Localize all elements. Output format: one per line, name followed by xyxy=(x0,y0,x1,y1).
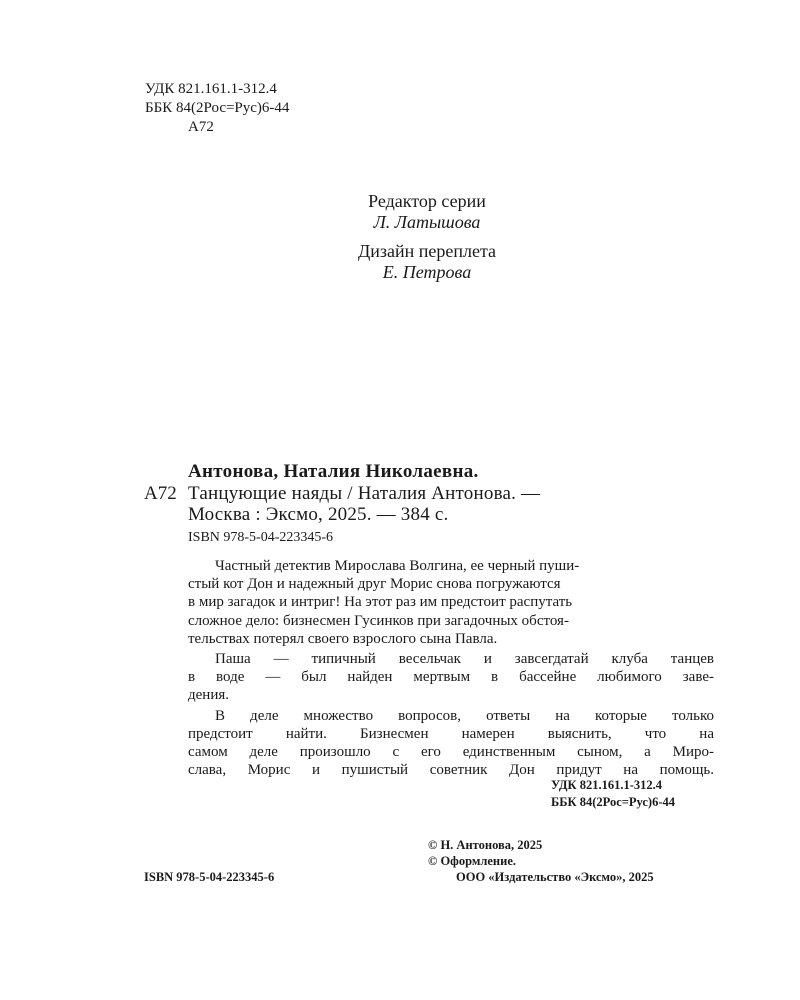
author-mark: А72 xyxy=(188,119,214,135)
annotation-line: Паша — типичный весельчак и завсегдатай клуба танцев xyxy=(215,651,714,668)
series-editor-label: Редактор серии xyxy=(368,191,486,211)
footer-isbn: ISBN 978-5-04-223345-6 xyxy=(144,870,275,884)
annotation-bbk: ББК 84(2Рос=Рус)6-44 xyxy=(551,795,675,809)
annotation-line: дения. xyxy=(188,687,229,704)
annotation-line: в воде — был найден мертвым в бассейне любимого заве- xyxy=(188,669,714,686)
annotation-line: предстоит найти. Бизнесмен намерен выяснить, что на xyxy=(188,725,714,742)
annotation xyxy=(188,557,714,779)
annotation-line: Частный детектив Мирослава Волгина, ее черный пуши- xyxy=(215,558,580,574)
cover-design-name: Е. Петрова xyxy=(382,262,472,282)
publisher-copyright: ООО «Издательство «Эксмо», 2025 xyxy=(456,870,654,884)
bib-author: Антонова, Наталия Николаевна. xyxy=(188,461,479,482)
annotation-line: самом деле произошло с его единственным сыном, а Миро- xyxy=(188,744,714,761)
series-editor-name: Л. Латышова xyxy=(373,212,481,232)
cover-design-label: Дизайн переплета xyxy=(357,241,497,261)
copyright-author: © Н. Антонова, 2025 xyxy=(428,838,543,852)
annotation-line: стый кот Дон и надежный друг Морис снова погружаются xyxy=(188,576,561,593)
bib-code: А72 xyxy=(144,483,177,504)
annotation-line: сложное дело: бизнесмен Гусинков при загадочных обстоя- xyxy=(188,612,569,629)
annotation-paragraph-3 xyxy=(188,707,714,780)
annotation-line: В деле множество вопросов, ответы на которые только xyxy=(215,707,714,724)
annotation-line: слава, Морис и пушистый советник Дон придут на помощь. xyxy=(188,762,714,779)
annotation-paragraph-1 xyxy=(188,557,714,648)
bib-title-line2: Москва : Эксмо, 2025. — 384 с. xyxy=(188,504,449,525)
annotation-udk: УДК 821.161.1-312.4 xyxy=(551,778,662,792)
annotation-line: тельствах потерял своего взрослого сына Павла. xyxy=(188,630,498,647)
bbk-code: ББК 84(2Рос=Рус)6-44 xyxy=(145,100,290,116)
udk-code: УДК 821.161.1-312.4 xyxy=(145,81,277,97)
bib-title-line1: Танцующие наяды / Наталия Антонова. — xyxy=(188,483,541,504)
bib-isbn: ISBN 978-5-04-223345-6 xyxy=(188,530,334,545)
annotation-paragraph-2 xyxy=(188,650,714,705)
copyright-design: © Оформление. xyxy=(428,854,517,868)
annotation-line: в мир загадок и интриг! На этот раз им предстоит распутать xyxy=(188,594,573,611)
